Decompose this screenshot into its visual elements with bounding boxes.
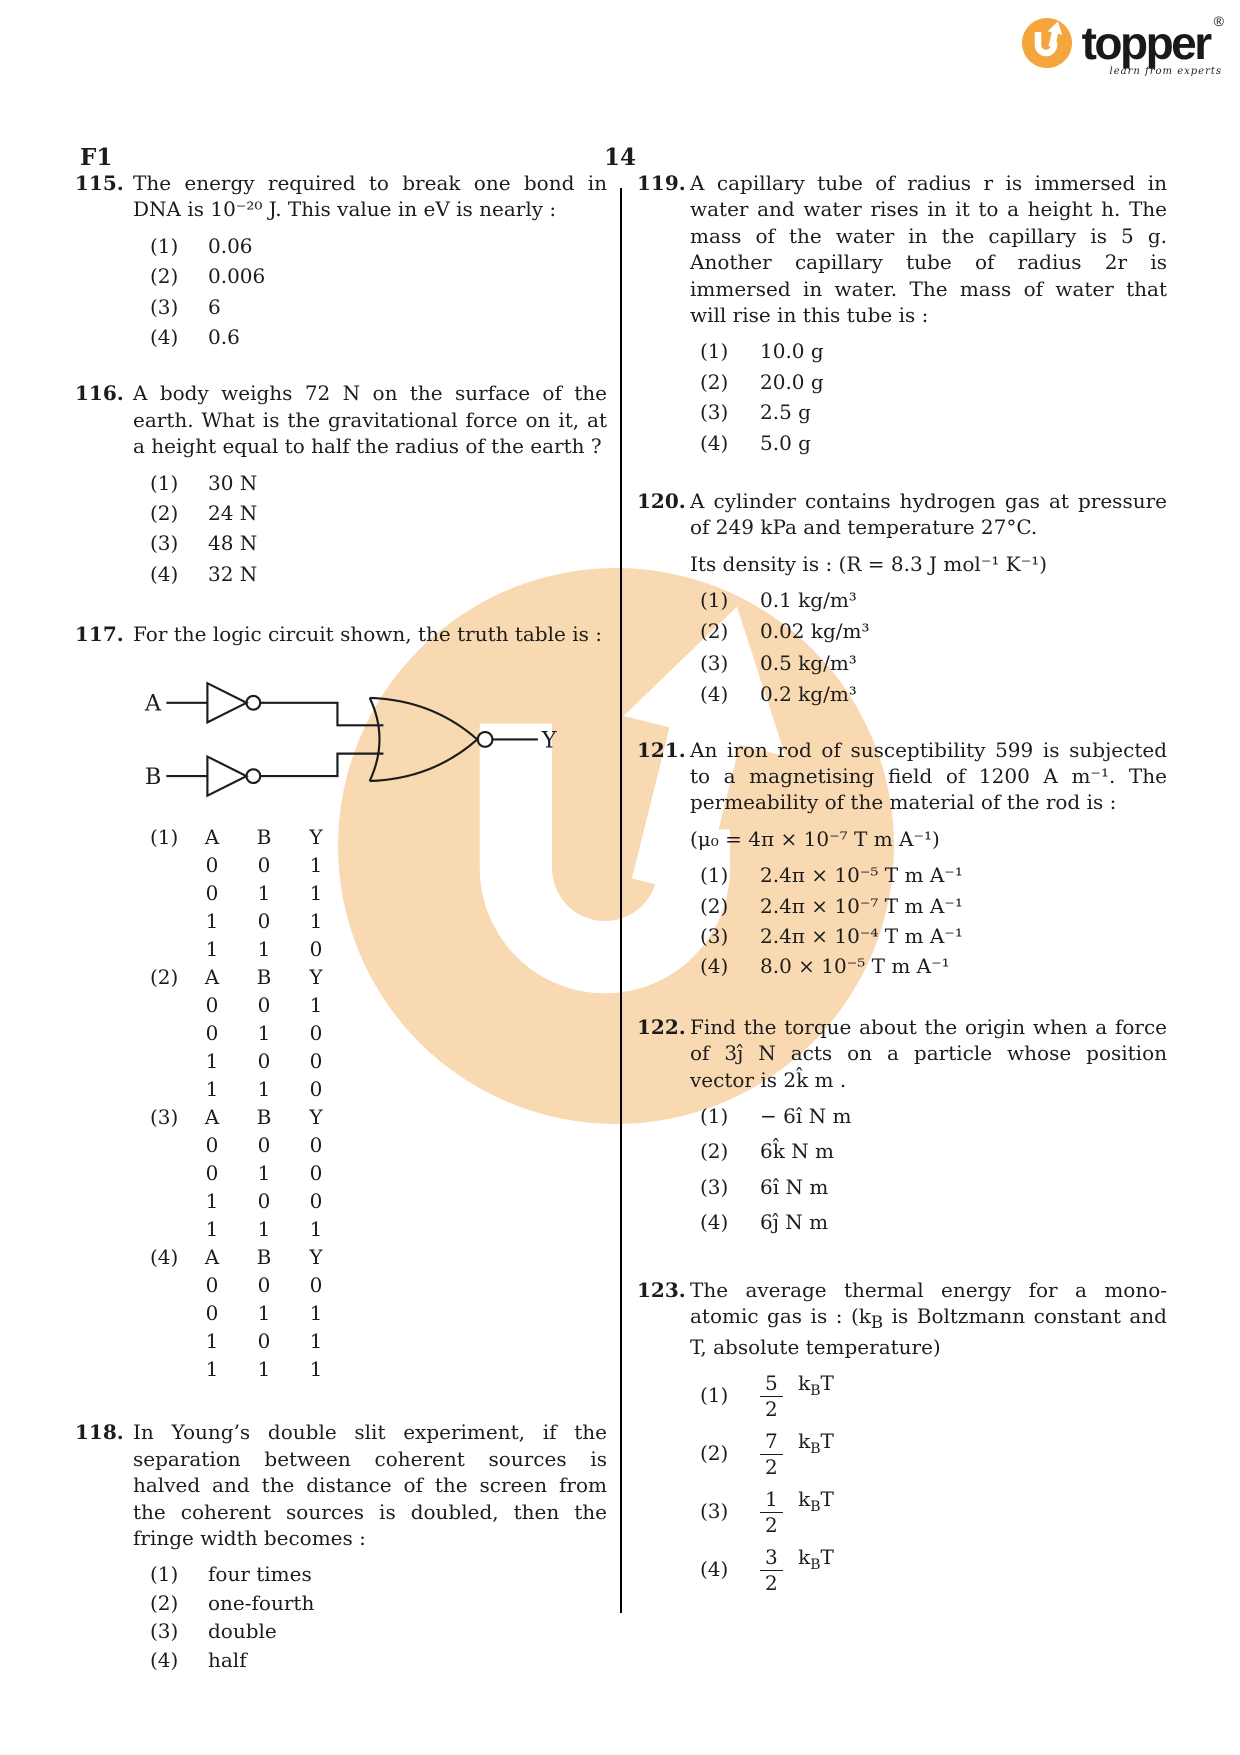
option	[150, 1618, 607, 1644]
truth-table-option-4	[150, 1243, 607, 1383]
option	[700, 338, 1167, 364]
tt-cell: 1	[309, 881, 323, 906]
option-value: 2.4π × 10⁻⁷ T m A⁻¹	[760, 893, 963, 918]
tt-cell: 0	[205, 1021, 219, 1046]
tt-cell: 0	[257, 853, 271, 878]
tt-cell: 0	[309, 1161, 323, 1186]
option	[700, 1428, 1167, 1478]
option	[700, 1103, 1167, 1129]
circuit-input-b-label: B	[144, 764, 162, 791]
option	[700, 862, 1167, 888]
circuit-output-label: Y	[541, 728, 557, 755]
u-arrow-logo-icon	[1022, 18, 1072, 68]
option	[150, 1561, 607, 1587]
tt-cell: 1	[205, 1077, 219, 1102]
option-label: (2)	[700, 1139, 729, 1164]
question-118	[75, 1419, 607, 1675]
question-number: 119.	[637, 171, 686, 195]
option	[700, 681, 1167, 707]
tt-cell: 0	[309, 937, 323, 962]
option-label: (4)	[150, 1245, 179, 1270]
brand-wordmark: topper	[1081, 17, 1210, 69]
question-text: In Young’s double slit experiment, if the separation between coherent sources is halved and the distance of the screen from the coherent sources is doubled, then the fringe width becomes :	[133, 1420, 607, 1551]
option	[700, 587, 1167, 613]
tt-cell: 0	[205, 1273, 219, 1298]
option	[700, 430, 1167, 456]
question-number: 118.	[75, 1420, 124, 1445]
tt-cell: 1	[309, 853, 323, 878]
question-number: 122.	[637, 1014, 686, 1039]
question-115	[75, 170, 607, 354]
brand-tagline: learn from experts	[1109, 66, 1222, 77]
option-label: (1)	[150, 470, 179, 495]
question-120	[637, 488, 1167, 713]
left-column	[75, 170, 607, 1675]
option-label: (2)	[700, 369, 729, 394]
tt-cell: 0	[257, 1329, 271, 1354]
option-label: (4)	[700, 430, 729, 455]
option	[150, 561, 607, 587]
brand-logo	[1022, 12, 1224, 77]
form-code: F1	[80, 144, 113, 171]
option-label: (4)	[150, 561, 179, 586]
option	[700, 650, 1167, 676]
option	[150, 1590, 607, 1616]
circuit-input-a-label: A	[144, 691, 162, 718]
question-text: The energy required to break one bond in DNA is 10⁻²⁰ J. This value in eV is nearly :	[133, 171, 607, 222]
option-value: 0.5 kg/m³	[760, 650, 857, 675]
option	[700, 1370, 1167, 1420]
tt-cell: 1	[309, 1357, 323, 1382]
subscript-b: B	[870, 1312, 884, 1332]
tt-cell: 1	[309, 993, 323, 1018]
fraction: $\frac{3}{2}$	[760, 1547, 783, 1594]
option-label: (2)	[700, 1441, 729, 1466]
tt-cell: 0	[309, 1077, 323, 1102]
option	[150, 263, 607, 289]
option-value: − 6î N m	[760, 1103, 852, 1128]
option	[150, 294, 607, 320]
tt-cell: 0	[205, 1161, 219, 1186]
question-text: The average thermal energy for a mono-atomic gas is : ($k_B$ is Boltzmann constant and T, absolute temperature)	[690, 1277, 1167, 1359]
tt-header-cell: A	[204, 1245, 220, 1270]
option-label: (1)	[700, 339, 729, 364]
option-label: (3)	[700, 1174, 729, 1199]
option-value: 6	[208, 294, 221, 319]
option	[150, 233, 607, 259]
question-number: 120.	[637, 488, 686, 513]
question-number: 121.	[637, 737, 686, 762]
option-label: (3)	[700, 923, 729, 948]
option-value: four times	[208, 1562, 312, 1587]
fraction: $\frac{1}{2}$	[760, 1489, 783, 1536]
option-label: (1)	[150, 1562, 179, 1587]
option-label: (3)	[150, 1105, 179, 1130]
question-number: 117.	[75, 622, 124, 647]
tt-header-cell: A	[204, 825, 220, 850]
option-value: 0.02 kg/m³	[760, 619, 870, 644]
question-117	[75, 621, 607, 1383]
option-label: (2)	[700, 619, 729, 644]
right-column	[637, 170, 1167, 1602]
tt-cell: 0	[309, 1273, 323, 1298]
question-formula: (μ₀ = 4π × 10⁻⁷ T m A⁻¹)	[690, 826, 940, 851]
tt-cell: 1	[205, 937, 219, 962]
truth-table-option-2	[150, 963, 607, 1103]
question-121	[637, 737, 1167, 984]
option-label: (2)	[150, 1590, 179, 1615]
tt-cell: 0	[205, 993, 219, 1018]
option-value: 30 N	[208, 470, 258, 495]
tt-cell: 0	[309, 1049, 323, 1074]
tt-cell: 0	[257, 1273, 271, 1298]
not-gate-b	[207, 757, 246, 796]
option-value: half	[208, 1647, 247, 1672]
option	[700, 893, 1167, 919]
logic-circuit-diagram	[137, 657, 577, 817]
tt-cell: 1	[309, 1217, 323, 1242]
option	[700, 618, 1167, 644]
tt-cell: 0	[205, 853, 219, 878]
question-text: An iron rod of susceptibility 599 is subjected to a magnetising field of 1200 A m⁻¹. The permeability of the material of the rod is :	[690, 737, 1167, 815]
option-value: double	[208, 1619, 277, 1644]
question-122	[637, 1014, 1167, 1245]
tt-cell: 1	[205, 1049, 219, 1074]
tt-cell: 1	[205, 1357, 219, 1382]
tt-cell: 0	[257, 993, 271, 1018]
truth-table-option-1	[150, 823, 607, 963]
option-value: 0.1 kg/m³	[760, 588, 857, 613]
question-text: For the logic circuit shown, the truth table is :	[133, 622, 602, 647]
option-value: 0.6	[208, 324, 240, 349]
fraction: $\frac{7}{2}$	[760, 1431, 783, 1478]
option-value: 0.006	[208, 264, 266, 289]
option-label: (3)	[150, 531, 179, 556]
option-label: (2)	[700, 893, 729, 918]
tt-header-cell: Y	[309, 1245, 323, 1270]
option-value: 48 N	[208, 531, 258, 556]
tt-cell: 0	[257, 1133, 271, 1158]
truth-table	[186, 1103, 342, 1243]
option-value: 20.0 g	[760, 369, 824, 394]
option-value: $\frac{1}{2}$ $k_BT$	[760, 1486, 1167, 1536]
tt-cell: 0	[309, 1021, 323, 1046]
option	[700, 369, 1167, 395]
tt-cell: 1	[309, 1301, 323, 1326]
option-value: 32 N	[208, 561, 258, 586]
tt-cell: 1	[257, 1357, 271, 1382]
tt-header-cell: A	[204, 1105, 220, 1130]
option-value: $\frac{5}{2}$ $k_BT$	[760, 1370, 1167, 1420]
option-label: (2)	[150, 965, 179, 990]
tt-cell: 0	[257, 1189, 271, 1214]
option	[700, 1174, 1167, 1200]
option-value: 2.4π × 10⁻⁵ T m A⁻¹	[760, 863, 963, 888]
tt-cell: 1	[309, 909, 323, 934]
option-label: (3)	[150, 1619, 179, 1644]
truth-table	[186, 823, 342, 963]
tt-cell: 1	[257, 1161, 271, 1186]
option-value: 8.0 × 10⁻⁵ T m A⁻¹	[760, 954, 950, 979]
tt-cell: 0	[257, 909, 271, 934]
option-value: 10.0 g	[760, 339, 824, 364]
tt-header-cell: Y	[309, 825, 323, 850]
option-label: (4)	[700, 954, 729, 979]
truth-table	[186, 963, 342, 1103]
option-value: 0.2 kg/m³	[760, 682, 857, 707]
option	[700, 1138, 1167, 1164]
tt-cell: 1	[205, 1217, 219, 1242]
tt-cell: 1	[257, 1301, 271, 1326]
tt-cell: 1	[257, 881, 271, 906]
nor-output-bubble	[478, 733, 493, 748]
tt-header-cell: B	[256, 1245, 272, 1270]
option-label: (4)	[700, 682, 729, 707]
tt-cell: 1	[309, 1329, 323, 1354]
option	[700, 1544, 1167, 1594]
option-label: (4)	[700, 1557, 729, 1582]
tt-cell: 0	[257, 1049, 271, 1074]
option-value: 2.4π × 10⁻⁴ T m A⁻¹	[760, 923, 963, 948]
option-value: one-fourth	[208, 1590, 315, 1615]
tt-cell: 0	[309, 1133, 323, 1158]
fraction: $\frac{5}{2}$	[760, 1373, 783, 1420]
tt-header-cell: A	[204, 965, 220, 990]
option-label: (4)	[150, 1647, 179, 1672]
tt-cell: 1	[205, 909, 219, 934]
tt-cell: 0	[205, 1133, 219, 1158]
option	[700, 399, 1167, 425]
option	[150, 1647, 607, 1673]
option-value: 2.5 g	[760, 400, 811, 425]
option	[150, 470, 607, 496]
option	[150, 324, 607, 350]
option-value: 6î N m	[760, 1174, 829, 1199]
option-label: (4)	[150, 324, 179, 349]
option-value: 6ĵ N m	[760, 1210, 829, 1235]
question-number: 116.	[75, 381, 124, 406]
tt-header-cell: B	[256, 1105, 272, 1130]
question-text: Find the torque about the origin when a force of 3ĵ N acts on a particle whose position vector is 2k̂ m .	[690, 1014, 1167, 1092]
tt-cell: 0	[205, 1301, 219, 1326]
tt-cell: 0	[309, 1189, 323, 1214]
question-123	[637, 1277, 1167, 1603]
question-text: A body weighs 72 N on the surface of the earth. What is the gravitational force on it, at a height equal to half the radius of the earth ?	[133, 381, 607, 459]
tt-cell: 1	[257, 937, 271, 962]
registered-trademark-symbol: ®	[1213, 13, 1224, 29]
question-116	[75, 380, 607, 591]
question-text: A cylinder contains hydrogen gas at pressure of 249 kPa and temperature 27°C.	[690, 488, 1167, 540]
option-label: (1)	[700, 1103, 729, 1128]
option-label: (2)	[150, 500, 179, 525]
option-label: (1)	[700, 1383, 729, 1408]
option-label: (1)	[700, 863, 729, 888]
option	[150, 530, 607, 556]
option	[700, 923, 1167, 949]
option-label: (3)	[150, 294, 179, 319]
tt-cell: 1	[257, 1077, 271, 1102]
option-value: $\frac{7}{2}$ $k_BT$	[760, 1428, 1167, 1478]
question-number: 123.	[637, 1277, 686, 1302]
tt-cell: 1	[257, 1021, 271, 1046]
tt-cell: 1	[205, 1329, 219, 1354]
option-label: (3)	[700, 1499, 729, 1524]
option-label: (1)	[150, 825, 179, 850]
question-formula: Its density is : (R = 8.3 J mol⁻¹ K⁻¹)	[690, 551, 1048, 576]
option-label: (3)	[700, 650, 729, 675]
tt-header-cell: B	[256, 965, 272, 990]
option-value: 0.06	[208, 233, 253, 258]
option-label: (3)	[700, 400, 729, 425]
column-divider	[620, 188, 622, 1613]
tt-cell: 0	[205, 881, 219, 906]
option-value: 24 N	[208, 500, 258, 525]
option	[700, 1209, 1167, 1235]
option	[150, 500, 607, 526]
option-label: (1)	[700, 588, 729, 613]
option-value: 6k̂ N m	[760, 1139, 835, 1164]
option-label: (4)	[700, 1210, 729, 1235]
or-gate	[370, 698, 478, 781]
tt-cell: 1	[257, 1217, 271, 1242]
option-value: $\frac{3}{2}$ $k_BT$	[760, 1544, 1167, 1594]
option-label: (2)	[150, 264, 179, 289]
question-number: 115.	[75, 171, 124, 195]
page-number: 14	[604, 144, 637, 171]
option	[700, 953, 1167, 979]
question-119	[637, 170, 1167, 460]
tt-header-cell: Y	[309, 965, 323, 990]
tt-cell: 1	[205, 1189, 219, 1214]
truth-table-option-3	[150, 1103, 607, 1243]
question-text: A capillary tube of radius r is immersed in water and water rises in it to a height h. The mass of the water in the capillary is 5 g. Another capillary tube of radius 2r is immersed in water. The mass of water that will rise in this tube is :	[690, 171, 1167, 327]
truth-table	[186, 1243, 342, 1383]
tt-header-cell: B	[256, 825, 272, 850]
option	[700, 1486, 1167, 1536]
option-label: (1)	[150, 233, 179, 258]
tt-header-cell: Y	[309, 1105, 323, 1130]
option-value: 5.0 g	[760, 430, 811, 455]
not-gate-a	[207, 684, 246, 723]
